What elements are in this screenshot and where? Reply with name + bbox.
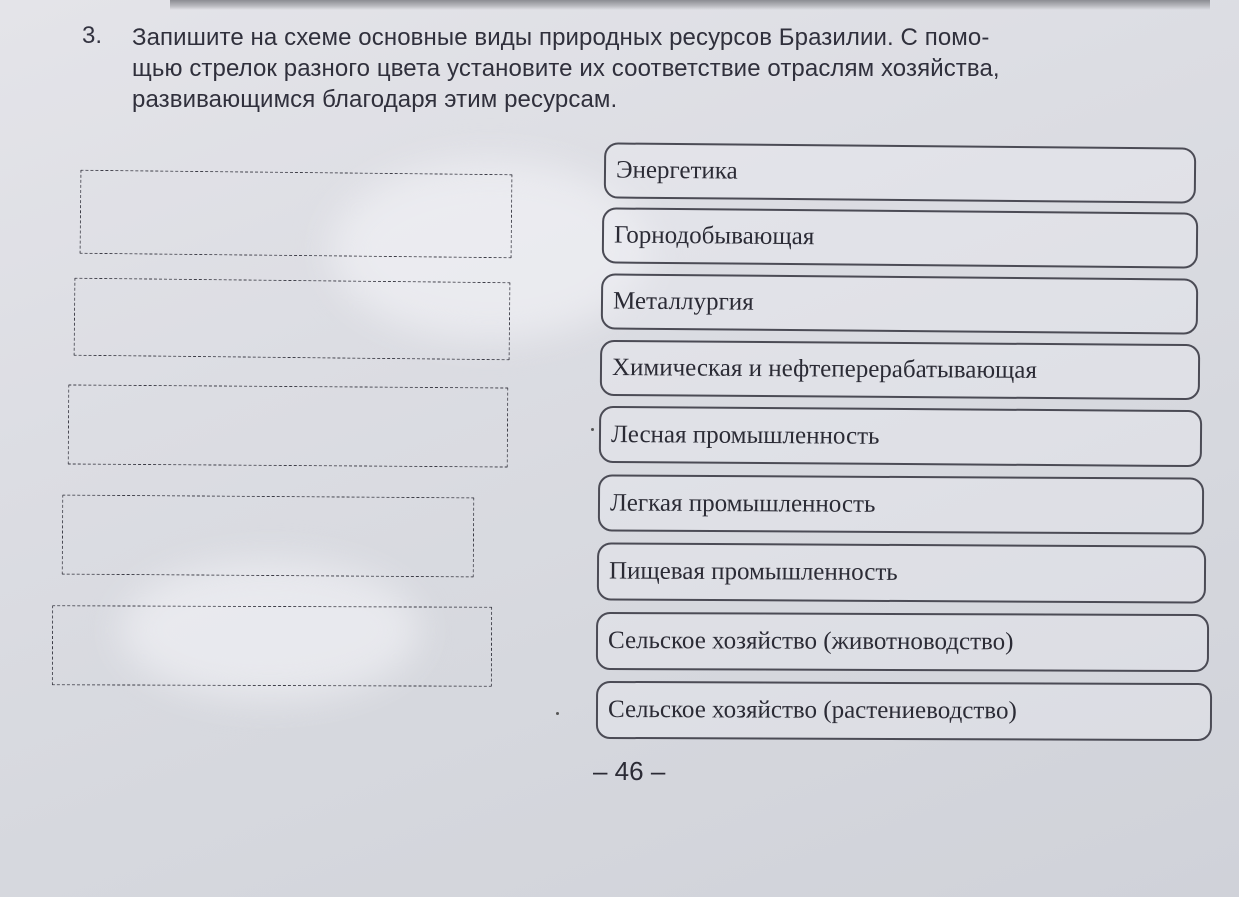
- industry-label: Химическая и нефтеперерабатывающая: [611, 353, 1038, 384]
- industry-label: Энергетика: [615, 156, 738, 185]
- industry-label: Сельское хозяйство (животноводство): [607, 626, 1014, 656]
- industry-label: Горнодобывающая: [613, 221, 815, 251]
- industry-chemical-oil-refining[interactable]: [600, 340, 1200, 400]
- industry-agriculture-crops[interactable]: [596, 681, 1212, 741]
- industry-label: Металлургия: [612, 287, 754, 316]
- page-number: – 46 –: [593, 756, 666, 786]
- resource-field-2[interactable]: [74, 278, 511, 361]
- task-instructions: [132, 22, 1200, 115]
- industry-forestry[interactable]: [599, 406, 1202, 467]
- task-line: развивающимся благодаря этим ресурсам.: [132, 86, 618, 113]
- pencil-dot: [591, 428, 594, 431]
- task-line: Запишите на схеме основные виды природных ресурсов Бразилии. С помо-: [132, 24, 990, 51]
- industry-food[interactable]: [597, 542, 1206, 603]
- industry-label: Сельское хозяйство (растениеводство): [607, 695, 1017, 725]
- task-line: щью стрелок разного цвета установите их соответствие отраслям хозяйства,: [132, 55, 1000, 82]
- industry-light[interactable]: [598, 474, 1204, 534]
- industry-label: Лесная промышленность: [610, 420, 880, 450]
- resource-field-1[interactable]: [80, 170, 513, 259]
- resource-field-4[interactable]: [62, 495, 475, 578]
- page-top-edge: [170, 0, 1210, 10]
- resource-field-5[interactable]: [52, 605, 492, 687]
- resource-field-3[interactable]: [68, 384, 509, 467]
- industry-label: Легкая промышленность: [609, 488, 876, 518]
- industry-energy[interactable]: [604, 142, 1196, 203]
- task-number: 3.: [82, 22, 103, 49]
- industry-agriculture-livestock[interactable]: [596, 612, 1209, 672]
- industry-metallurgy[interactable]: [601, 273, 1198, 334]
- industry-label: Пищевая промышленность: [608, 557, 898, 586]
- industry-mining[interactable]: [602, 207, 1198, 268]
- pencil-dot: [556, 712, 559, 715]
